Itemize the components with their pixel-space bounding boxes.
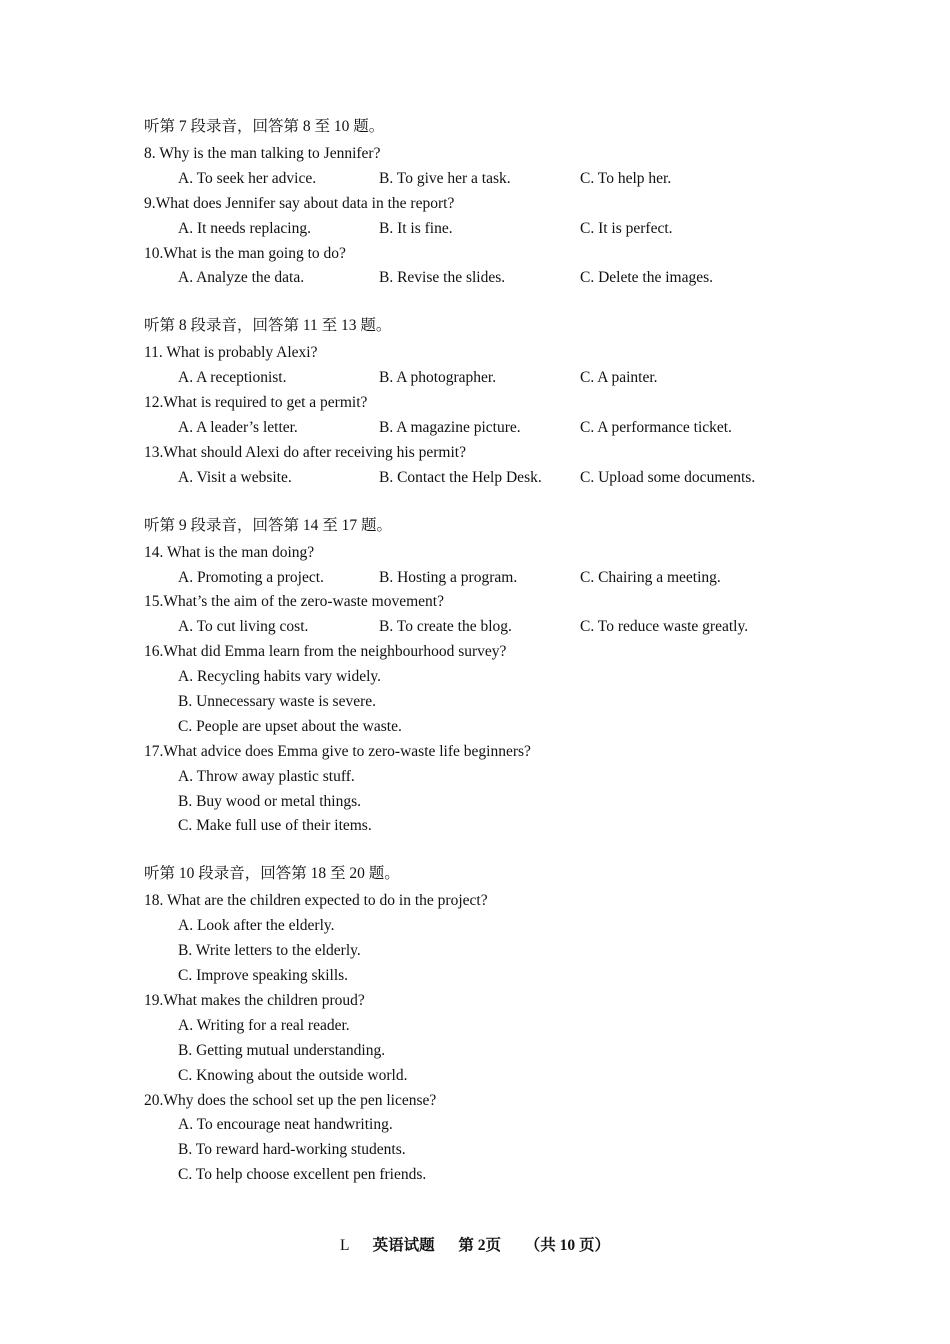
answer-option: A. Writing for a real reader. xyxy=(178,1016,350,1034)
question-stem: 14. What is the man doing? xyxy=(144,543,315,561)
answer-option: A. Throw away plastic stuff. xyxy=(178,767,355,785)
options-row xyxy=(144,615,824,640)
answer-option: C. Knowing about the outside world. xyxy=(178,1066,408,1084)
question-section xyxy=(144,515,824,840)
question-stem: 15.What’s the aim of the zero-waste movement? xyxy=(144,593,444,611)
answer-option: B. Contact the Help Desk. xyxy=(379,468,542,486)
footer-subject: 英语试题 xyxy=(372,1237,435,1254)
section-header: 听第 9 段录音，回答第 14 至 17 题。 xyxy=(144,516,393,534)
answer-option: A. A receptionist. xyxy=(178,369,287,387)
question-stem: 11. What is probably Alexi? xyxy=(144,344,318,362)
options-row xyxy=(144,217,824,242)
answer-option: B. Buy wood or metal things. xyxy=(178,792,361,810)
answer-option: B. Unnecessary waste is severe. xyxy=(178,693,376,711)
answer-option: A. Analyze the data. xyxy=(178,269,305,287)
answer-option: C. A painter. xyxy=(580,369,658,387)
question-stem: 17.What advice does Emma give to zero-waste life beginners? xyxy=(144,742,531,760)
answer-option: A. To seek her advice. xyxy=(178,169,317,187)
answer-option: B. To reward hard-working students. xyxy=(178,1141,406,1159)
answer-option: A. To encourage neat handwriting. xyxy=(178,1116,393,1134)
question-section xyxy=(144,116,824,291)
question-stem: 12.What is required to get a permit? xyxy=(144,394,368,412)
question-stem: 16.What did Emma learn from the neighbourhood survey? xyxy=(144,643,507,661)
answer-option: C. It is perfect. xyxy=(580,219,673,237)
answer-option: A. Recycling habits vary widely. xyxy=(178,668,382,686)
answer-option: B. Revise the slides. xyxy=(379,269,506,287)
question-stem: 19.What makes the children proud? xyxy=(144,991,365,1009)
answer-option: B. A magazine picture. xyxy=(379,419,521,437)
question-section xyxy=(144,863,824,1188)
options-row xyxy=(144,167,824,192)
options-row xyxy=(144,416,824,441)
listening-questions xyxy=(144,116,824,1212)
page-footer xyxy=(0,1234,950,1258)
options-row xyxy=(144,566,824,591)
question-stem: 13.What should Alexi do after receiving his permit? xyxy=(144,443,466,461)
question-stem: 18. What are the children expected to do in the project? xyxy=(144,892,488,910)
section-header: 听第 10 段录音，回答第 18 至 20 题。 xyxy=(144,865,400,883)
footer-page: 第 2页 xyxy=(458,1237,502,1254)
answer-option: C. Chairing a meeting. xyxy=(580,568,721,586)
answer-option: C. To reduce waste greatly. xyxy=(580,618,749,636)
answer-option: B. Write letters to the elderly. xyxy=(178,942,361,960)
answer-option: B. Hosting a program. xyxy=(379,568,518,586)
answer-option: A. Promoting a project. xyxy=(178,568,324,586)
options-row xyxy=(144,266,824,291)
answer-option: C. A performance ticket. xyxy=(580,419,732,437)
answer-option: A. Look after the elderly. xyxy=(178,917,335,935)
question-stem: 9.What does Jennifer say about data in the report? xyxy=(144,194,455,212)
answer-option: C. Make full use of their items. xyxy=(178,817,372,835)
footer-code: L xyxy=(339,1237,349,1254)
options-row xyxy=(144,466,824,491)
answer-option: A. A leader’s letter. xyxy=(178,419,298,437)
question-section xyxy=(144,315,824,490)
answer-option: C. Upload some documents. xyxy=(580,468,756,486)
question-stem: 10.What is the man going to do? xyxy=(144,244,346,262)
question-stem: 8. Why is the man talking to Jennifer? xyxy=(144,145,381,162)
answer-option: A. Visit a website. xyxy=(178,468,292,486)
answer-option: B. To create the blog. xyxy=(379,618,512,636)
answer-option: C. To help choose excellent pen friends. xyxy=(178,1166,427,1184)
answer-option: B. Getting mutual understanding. xyxy=(178,1041,386,1059)
answer-option: C. To help her. xyxy=(580,169,672,187)
answer-option: C. Improve speaking skills. xyxy=(178,967,349,985)
question-stem: 20.Why does the school set up the pen license? xyxy=(144,1091,437,1109)
answer-option: B. It is fine. xyxy=(379,219,453,237)
answer-option: A. It needs replacing. xyxy=(178,219,311,237)
answer-option: B. To give her a task. xyxy=(379,169,511,187)
answer-option: C. Delete the images. xyxy=(580,269,713,287)
options-row xyxy=(144,366,824,391)
footer-total: （共 10 页） xyxy=(524,1237,611,1254)
section-header: 听第 8 段录音，回答第 11 至 13 题。 xyxy=(144,317,392,335)
answer-option: C. People are upset about the waste. xyxy=(178,717,402,735)
answer-option: A. To cut living cost. xyxy=(178,618,309,636)
section-header: 听第 7 段录音，回答第 8 至 10 题。 xyxy=(144,118,385,135)
answer-option: B. A photographer. xyxy=(379,369,497,387)
